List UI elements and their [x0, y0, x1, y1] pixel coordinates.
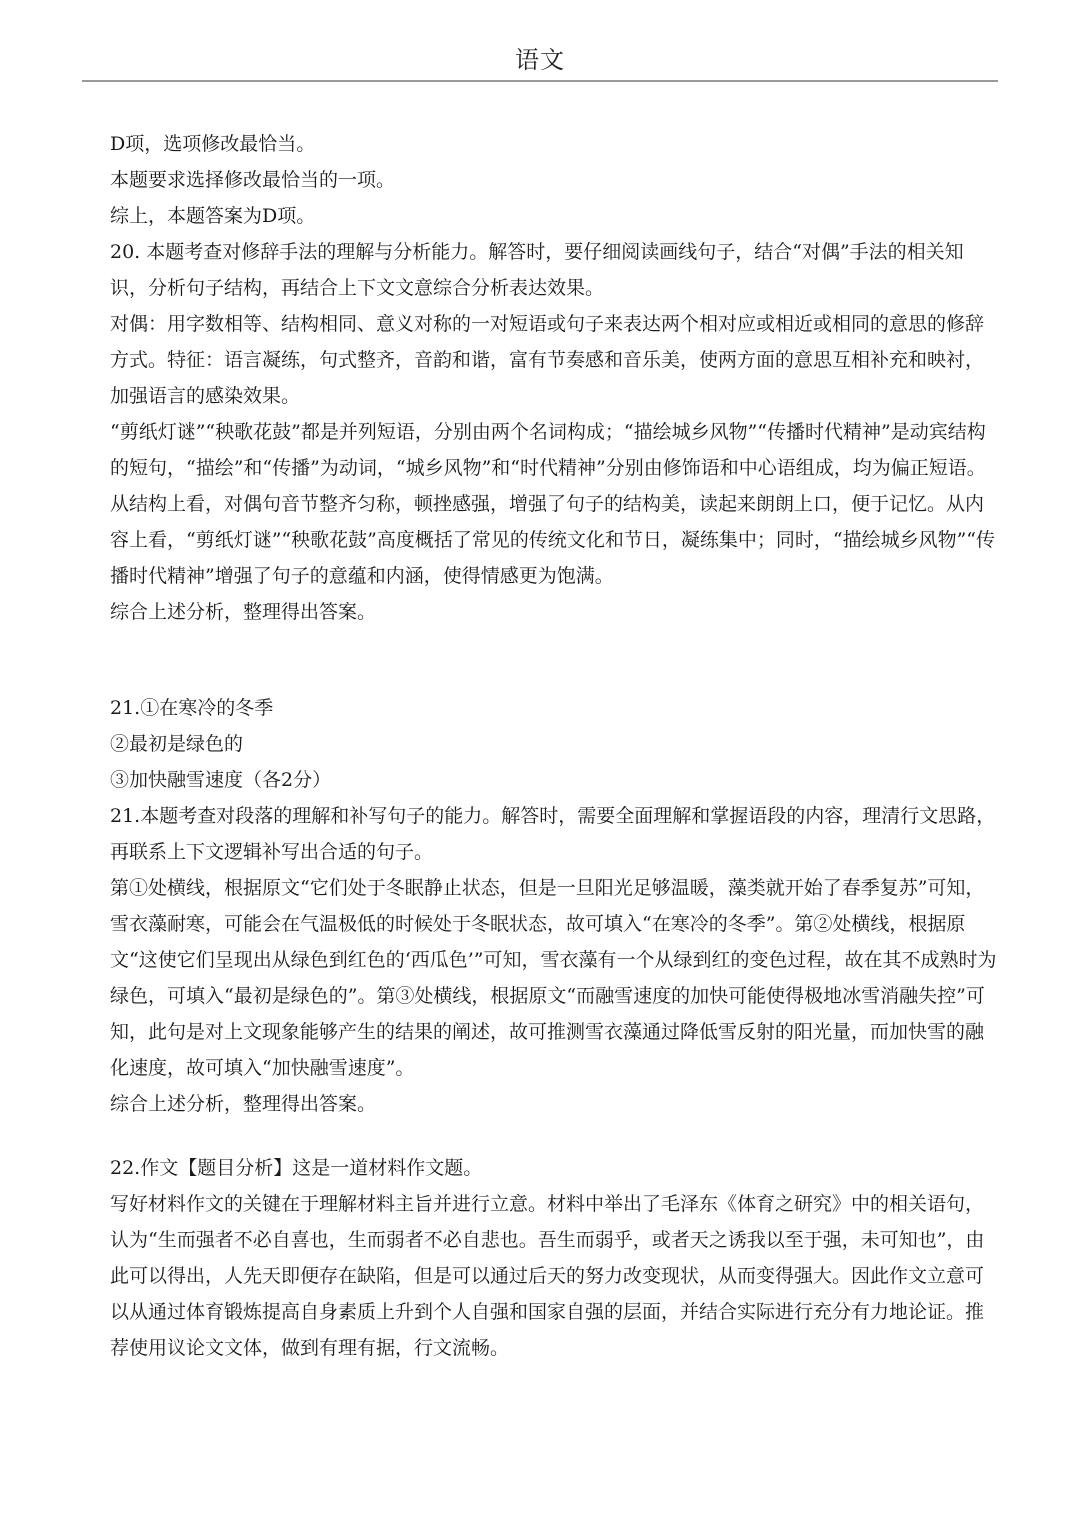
- document-body: [110, 126, 1000, 1366]
- answer-21-3: ③加快融雪速度（各2分）: [110, 769, 332, 791]
- question-22-analysis: 写好材料作文的关键在于理解材料主旨并进行立意。材料中举出了毛泽东《体育之研究》中的相关语句，认为“生而强者不必自喜也，生而弱者不必自悲也。吾生而弱乎，或者天之诱我以至于强，未可知也”，由此可以得出，人先天即便存在缺陷，但是可以通过后天的努力改变现状，从而变得强大。因此作文立意可以从通过体育锻炼提高自身素质上升到个人自强和国家自强的层面，并结合实际进行充分有力地论证。推荐使用议论文文体，做到有理有据，行文流畅。: [110, 1193, 985, 1359]
- answer-21-2: ②最初是绿色的: [110, 733, 244, 755]
- question-21-explanation: 第①处横线，根据原文“它们处于冬眠静止状态，但是一旦阳光足够温暖，藻类就开始了春季复苏”可知，雪衣藻耐寒，可能会在气温极低的时候处于冬眠状态，故可填入“在寒冷的冬季”。第②处横线，根据原文“这使它们呈现出从绿色到红色的‘西瓜色’”可知，雪衣藻有一个从绿到红的变色过程，故在其不成熟时为绿色，可填入“最初是绿色的”。第③处横线，根据原文“而融雪速度的加快可能使得极地冰雪消融失控”可知，此句是对上文现象能够产生的结果的阐述，故可推测雪衣藻通过降低雪反射的阳光量，而加快雪的融化速度，故可填入“加快融雪速度”。: [110, 877, 997, 1079]
- answer-21-1: 21.①在寒冷的冬季: [110, 697, 274, 719]
- text-line: D项，选项修改最恰当。: [110, 133, 316, 155]
- text-line: 综合上述分析，整理得出答案。: [110, 1093, 377, 1115]
- page-title: 语文: [515, 46, 565, 74]
- spacer: [110, 1122, 1000, 1150]
- question-21-analysis: 21.本题考查对段落的理解和补写句子的能力。解答时，需要全面理解和掌握语段的内容，理清行文思路，再联系上下文逻辑补写出合适的句子。: [110, 805, 996, 863]
- text-line: 综上，本题答案为D项。: [110, 205, 316, 227]
- text-line: 综合上述分析，整理得出答案。: [110, 601, 377, 623]
- header-divider: [82, 80, 998, 82]
- spacer: [110, 630, 1000, 690]
- duiou-definition: 对偶：用字数相等、结构相同、意义对称的一对短语或句子来表达两个相对应或相近或相同的意思的修辞方式。特征：语言凝练，句式整齐，音韵和谐，富有节奏感和音乐美，使两方面的意思互相补充和映衬，加强语言的感染效果。: [110, 313, 985, 407]
- question-20-explanation: “剪纸灯谜”“秧歌花鼓”都是并列短语，分别由两个名词构成；“描绘城乡风物”“传播时代精神”是动宾结构的短句，“描绘”和“传播”为动词，“城乡风物”和“时代精神”分别由修饰语和中心语组成，均为偏正短语。从结构上看，对偶句音节整齐匀称，顿挫感强，增强了句子的结构美，读起来朗朗上口，便于记忆。从内容上看，“剪纸灯谜”“秧歌花鼓”高度概括了常见的传统文化和节日，凝练集中；同时，“描绘城乡风物”“传播时代精神”增强了句子的意蕴和内涵，使得情感更为饱满。: [110, 421, 995, 587]
- question-20-analysis: 20. 本题考查对修辞手法的理解与分析能力。解答时，要仔细阅读画线句子，结合“对偶”手法的相关知识，分析句子结构，再结合上下文文意综合分析表达效果。: [110, 241, 964, 299]
- question-22-heading: 22.作文【题目分析】这是一道材料作文题。: [110, 1157, 483, 1179]
- text-line: 本题要求选择修改最恰当的一项。: [110, 169, 396, 191]
